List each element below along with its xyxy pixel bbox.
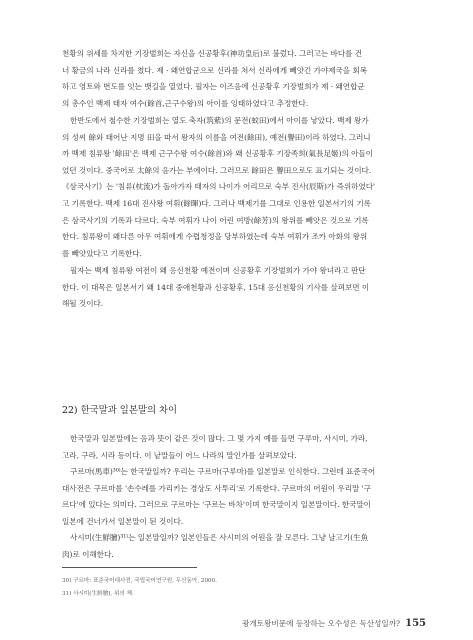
- page-footer: [242, 618, 426, 629]
- text-line: 르다'에 있다는 의미다. 그러므로 구르마는 '구르는 바차'이며 한국말이지 일본말이다. 한국말이: [62, 500, 371, 510]
- text-line: 었던 것이다. 중국어로 太餘의 음가는 부에이다. 그러므로 餘田은 譽田으로도 표기되는 것이다.: [62, 165, 372, 175]
- text-line: 肉)로 이해한다.: [62, 549, 114, 559]
- text-line: 은 삼국사기의 기록과 다르다. 숙부 여휘가 나이 어린 여방(餘芳)의 왕위를 빼앗은 것으로 기록: [62, 215, 369, 225]
- paragraph: [62, 431, 418, 464]
- footnote: 31) 사시미(生鮮膾), 위의 책.: [62, 591, 134, 597]
- section-heading: 22) 한국말과 일본말의 차이: [62, 405, 178, 416]
- paragraph: [62, 530, 418, 563]
- text-line: 한반도에서 철수한 기장벌희는 열도 축자(筑紫)의 문전(蚊田)에서 아이를 낳았다. 백제 왕가: [70, 116, 369, 125]
- running-title: 광개토왕비문에 등장하는 오수성은 독산성일까?: [242, 619, 401, 628]
- text-line: 필자는 백제 침류왕 여전이 왜 응신천황 예전이며 신공황후 기장벌희가 가야 왕녀라고 판단: [70, 266, 366, 275]
- text-line: 고라, 구라, 시라 등이다. 이 낱말들이 어느 나라의 말인가를 살펴보았다.: [62, 450, 297, 460]
- footnote: 30) 구르마: 표준국어대사전, 국립국어연구원, 두산동아, 2000.: [62, 578, 217, 584]
- text-line: 고 기록한다. 백제 16대 진사왕 여휘(餘暉)다. 그러나 백제기를 그대로 인용한 일본서기의 기록: [62, 198, 371, 208]
- text-line: 너 황금의 나라 신라를 쳤다. 제 · 왜연합군으로 신라를 쳐서 신라에게 빼앗긴 가야제국을 회복: [62, 65, 368, 75]
- text-line: 해될 것이다.: [62, 299, 104, 309]
- text-line: 천황의 위세를 차지한 기장벌희는 자신을 신공황후(神功皇后)로 불렀다. 그러고는 바다를 건: [62, 49, 363, 58]
- paragraph: [62, 263, 418, 313]
- text-line: 한국말과 일본말에는 음과 뜻이 같은 것이 많다. 그 몇 가지 예를 들면 구루마, 사시미, 가라,: [70, 434, 368, 443]
- text-line: 사시미(生鮮膾)³¹⁾는 일본말일까? 일본인들은 사시미의 어원을 잘 모른다. 그냥 날고기(生魚: [70, 533, 369, 542]
- text-line: 한다. 침류왕이 왜다른 아우 여휘에게 수렵청정을 당부하였는데 숙부 여휘가 조카 아화의 왕위: [62, 232, 368, 242]
- text-line: 한다. 이 대목은 일본서기 왜 14대 중애천황과 신공황후, 15대 응신천황의 기사를 살펴보면 이: [62, 282, 370, 292]
- text-line: 를 빼앗았다고 기록한다.: [62, 248, 142, 258]
- text-line: 의 총수인 백제 태자 여수(餘首,근구수왕)의 아이를 잉태하였다고 추정한다.: [62, 98, 309, 108]
- text-line: 일본에 건너가서 일본말이 된 것이다.: [62, 516, 184, 526]
- paragraph: [62, 113, 418, 262]
- text-line: 대사전은 구르마를 '손수레를 가리키는 경상도 사투리'로 기록한다. 구르마의 어원이 우리말 '구: [62, 483, 371, 493]
- text-line: 까 백제 침류왕 '餘田'은 백제 근구수왕 여수(餘首)와 왜 신공황후 기장족희(氣長足姬)의 아들이: [62, 149, 373, 159]
- paragraph: [62, 464, 418, 530]
- paragraph: [62, 46, 418, 112]
- text-line: 하고 영토와 번도를 잇는 뱃길을 열었다. 필자는 이즈음에 신공황후 기장벌희가 제 · 왜연합군: [62, 82, 365, 92]
- text-line: 구르마(馬車)³⁰⁾는 한국말일까? 우리는 구르마(구루마)를 일본말로 인식한다. 그런데 표준국어: [70, 467, 376, 476]
- footnote-divider: [62, 567, 197, 568]
- text-line: 의 성씨 餘와 태어난 지명 田을 따서 왕자의 이름을 여전(餘田), 예전(譽田)이라 하였다. 그러니: [62, 132, 371, 142]
- page-number: 155: [405, 618, 426, 629]
- text-line: 《삼국사기》는 '침류(枕流)가 돌아가자 태자의 나이가 어리므로 숙부 진사(辰斯)가 즉위하였다': [62, 182, 376, 192]
